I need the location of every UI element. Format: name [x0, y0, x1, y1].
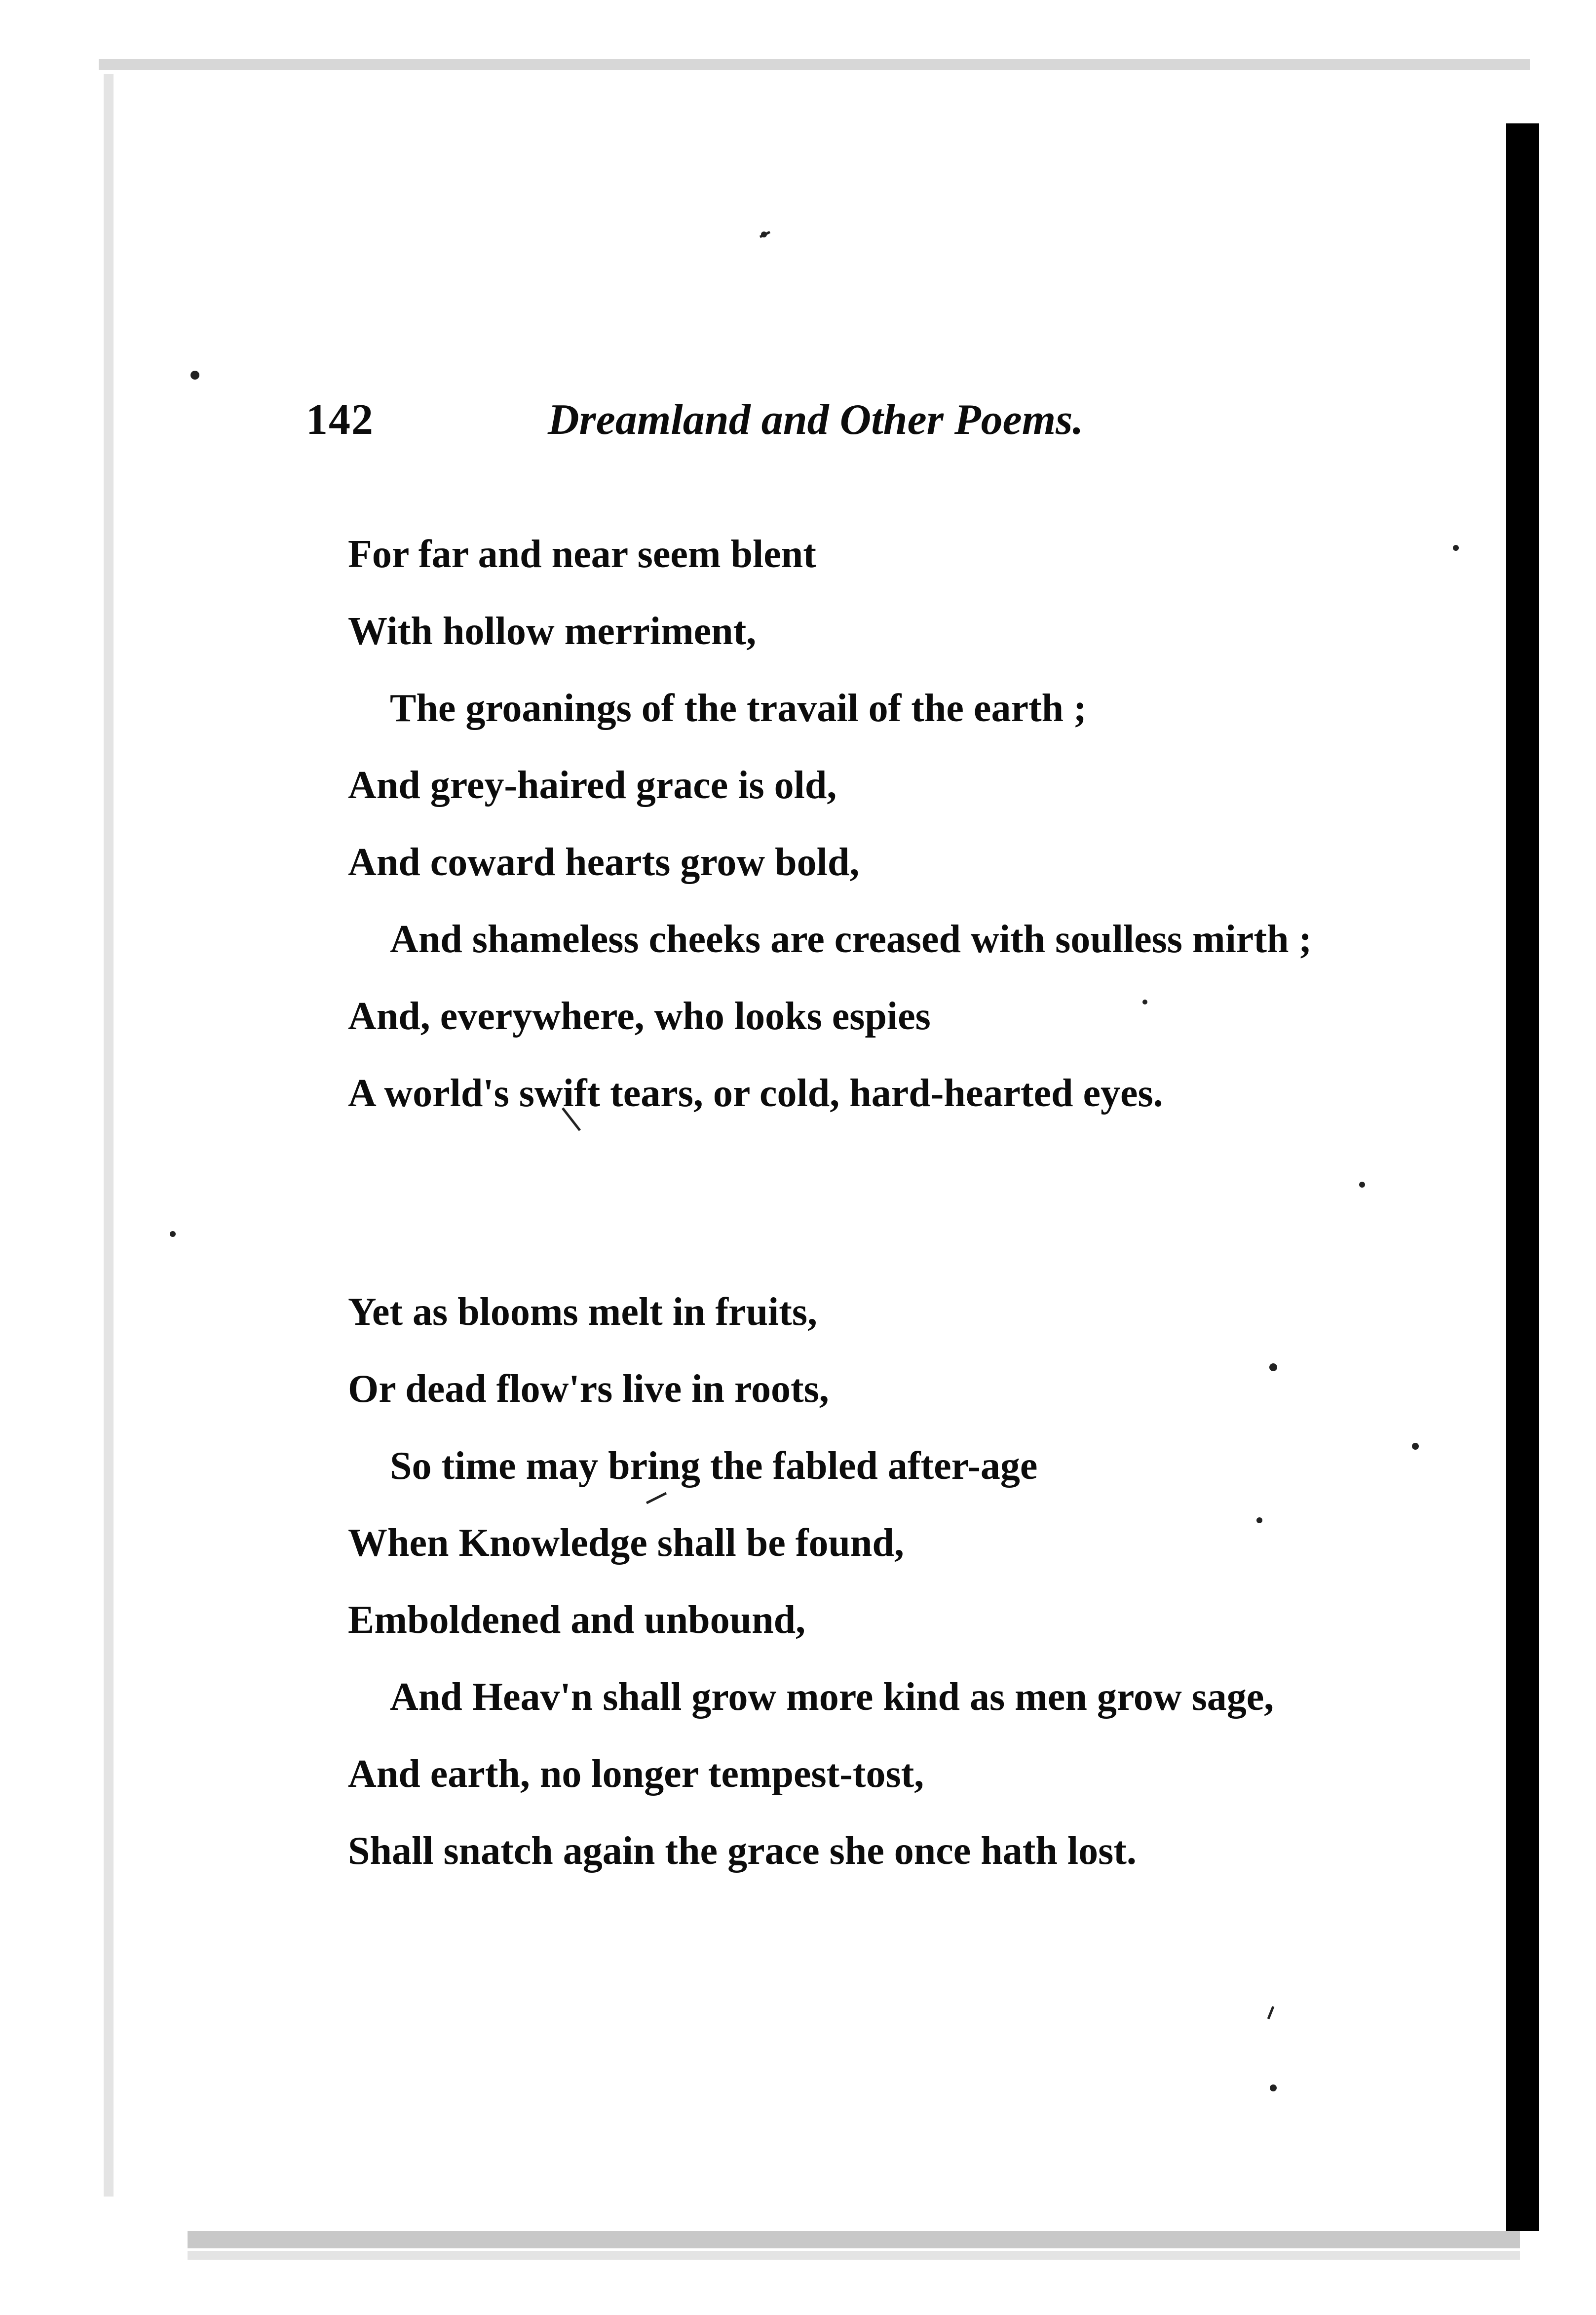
poem-line: Shall snatch again the grace she once hath lost.: [348, 1829, 1137, 1873]
poem-line: And grey-haired grace is old,: [348, 764, 837, 807]
poem-line: For far and near seem blent: [348, 533, 816, 576]
poem-line: And Heav'n shall grow more kind as men grow sage,: [390, 1675, 1274, 1719]
poem-line: With hollow merriment,: [348, 610, 757, 653]
poem-line: And coward hearts grow bold,: [348, 841, 860, 884]
poem-line: So time may bring the fabled after-age: [390, 1444, 1038, 1488]
stanza-2: [348, 1273, 1483, 1890]
poem-line: A world's swift tears, or cold, hard-hearted eyes.: [348, 1072, 1163, 1115]
poem-line: And earth, no longer tempest-tost,: [348, 1752, 924, 1796]
stanza-1: [348, 516, 1483, 1132]
poem-line: The groanings of the travail of the earth ;: [390, 687, 1087, 730]
poem-line: And shameless cheeks are creased with soulless mirth ;: [390, 918, 1312, 961]
page-number: 142: [306, 396, 374, 444]
poem-line: Or dead flow'rs live in roots,: [348, 1367, 829, 1411]
poem-line: When Knowledge shall be found,: [348, 1521, 904, 1565]
poem-line: And, everywhere, who looks espies: [348, 995, 931, 1038]
page-header: [296, 395, 1332, 454]
poem-line: Yet as blooms melt in fruits,: [348, 1290, 818, 1334]
running-title: Dreamland and Other Poems.: [548, 396, 1084, 444]
poem-line: Emboldened and unbound,: [348, 1598, 806, 1642]
book-spine-shadow: [1506, 123, 1539, 2231]
